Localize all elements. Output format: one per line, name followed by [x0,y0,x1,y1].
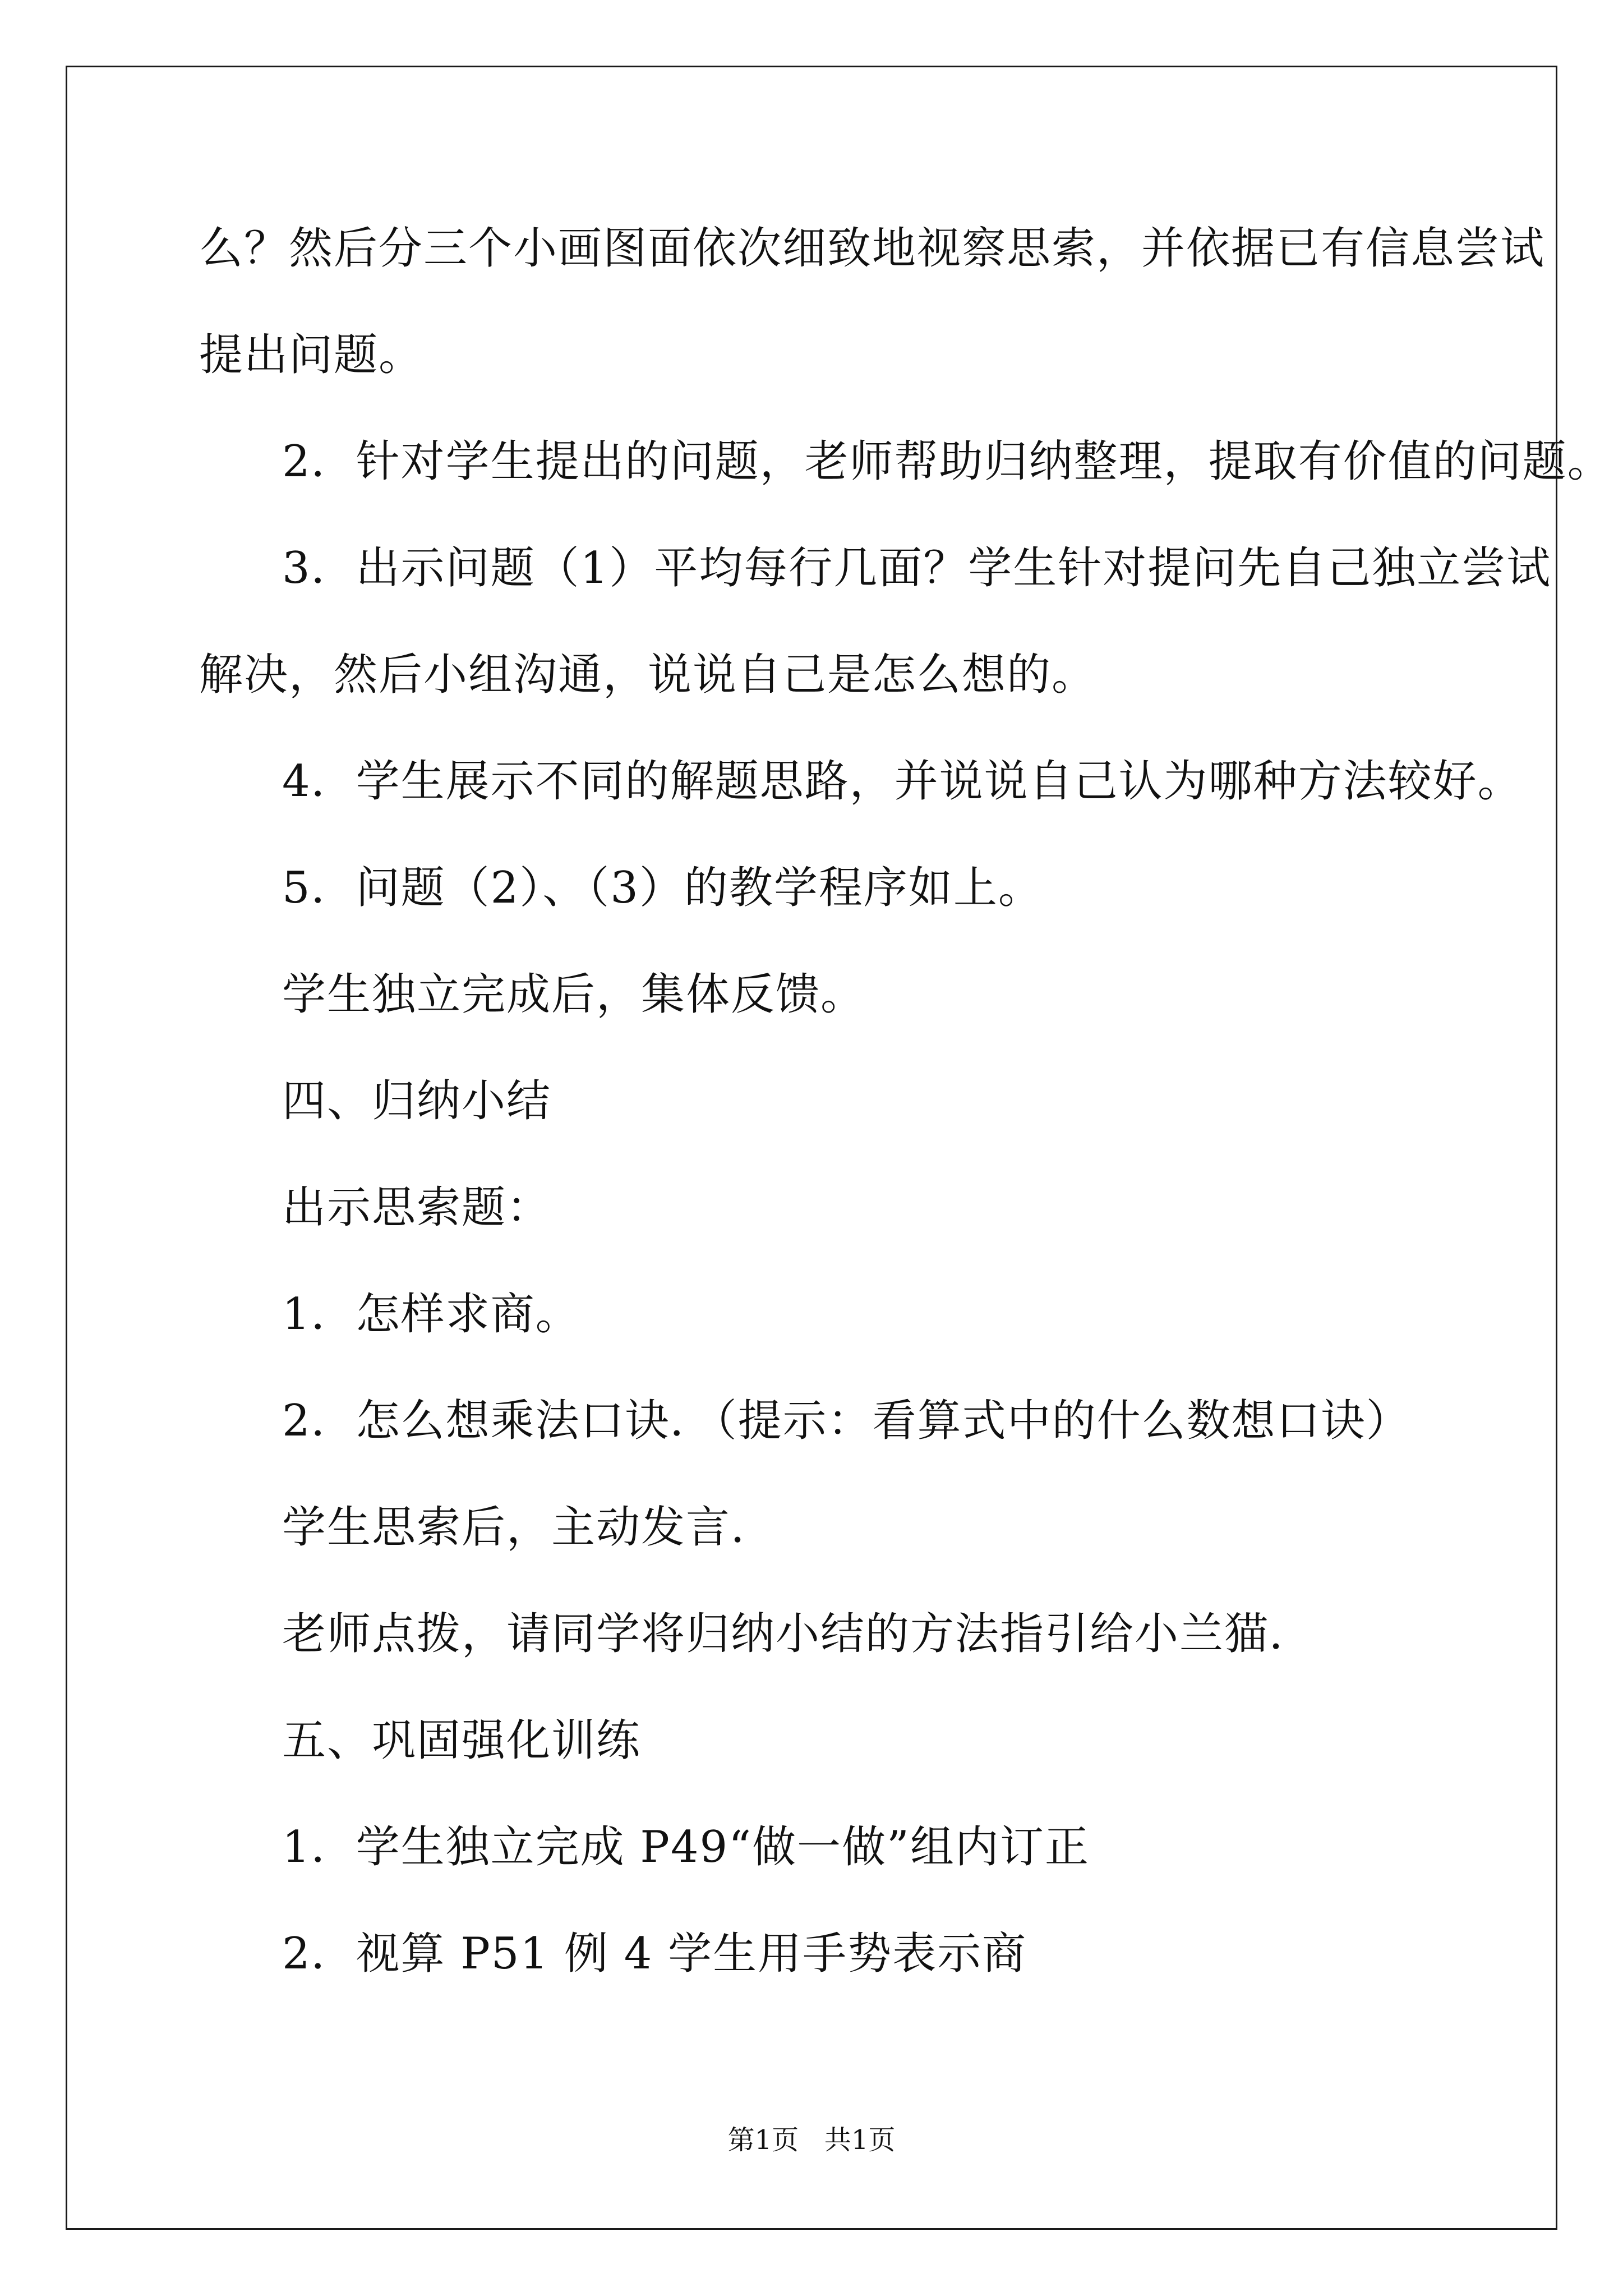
paragraph-line: 3．出示问题（1）平均每行几面？学生针对提问先自己独立尝试 [282,543,1552,593]
paragraph-line: 出示思索题： [282,1182,552,1233]
section-heading: 五、巩固强化训练 [282,1715,642,1766]
paragraph-line: 1．学生独立完成 P49“做一做”组内订正 [282,1822,1090,1872]
paragraph-line: 提出问题。 [199,330,424,380]
paragraph-line: 2．怎么想乘法口诀．（提示：看算式中的什么数想口诀） [282,1396,1411,1446]
paragraph-line: 么？然后分三个小画图面依次细致地视察思索，并依据已有信息尝试 [199,223,1546,274]
paragraph-line: 学生独立完成后，集体反馈。 [282,969,866,1020]
paragraph-line: 老师点拨，请同学将归纳小结的方法指引给小兰猫． [282,1609,1315,1659]
paragraph-line: 1．怎样求商。 [282,1289,580,1340]
paragraph-line: 2．针对学生提出的问题，老师帮助归纳整理，提取有价值的问题。 [282,436,1612,487]
paragraph-line: 学生思索后，主动发言． [282,1502,776,1553]
section-heading: 四、归纳小结 [282,1076,552,1126]
page-number: 第1页 [727,2124,799,2156]
page-total: 共1页 [824,2124,896,2156]
paragraph-line: 4．学生展示不同的解题思路，并说说自己认为哪种方法较好。 [282,756,1523,807]
page-footer [0,2123,1623,2157]
document-body [199,222,1612,2033]
paragraph-line: 5．问题（2）、（3）的教学程序如上。 [282,863,1043,913]
paragraph-line: 2．视算 P51 例 4 学生用手势表示商 [282,1929,1027,1979]
paragraph-line: 解决，然后小组沟通，说说自己是怎么想的。 [199,650,1097,700]
